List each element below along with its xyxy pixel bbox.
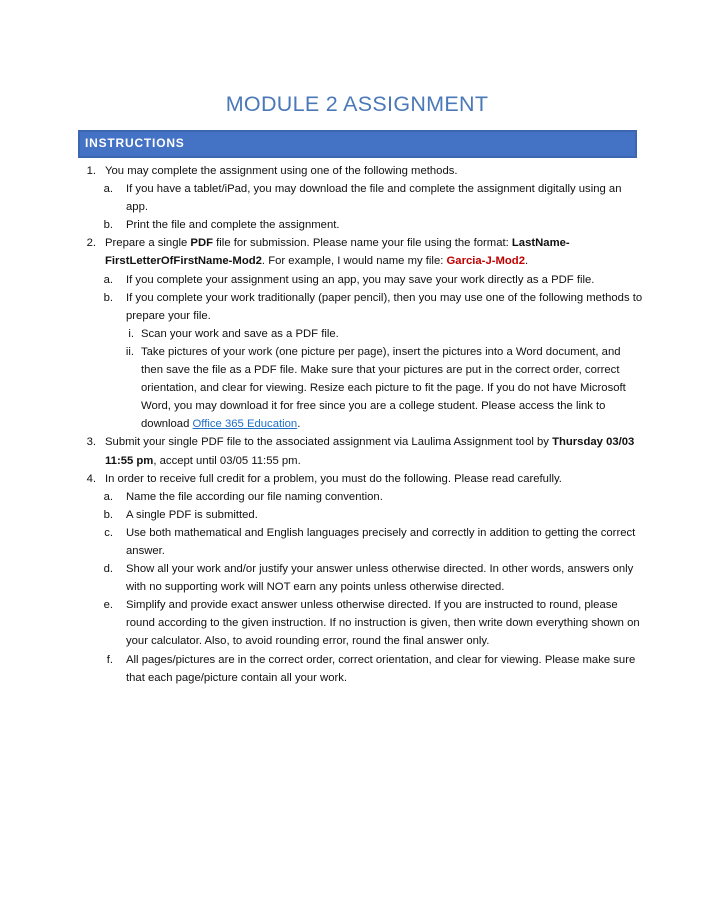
list-item-2b-i (0, 325, 714, 343)
list-marker: 2. (86, 237, 96, 250)
list-item-text: file for submission. Please name your file using the format: (213, 237, 512, 250)
list-marker: b. (103, 508, 113, 521)
list-item-text: Scan your work and save as a PDF file. (141, 327, 339, 340)
list-marker: b. (103, 291, 113, 304)
list-item-1a (0, 180, 714, 216)
list-item-text: , accept until 03/05 11:55 pm. (153, 454, 301, 467)
list-item-2 (0, 234, 714, 270)
list-item-4b (0, 506, 714, 524)
list-item-text: Use both mathematical and English languages precisely and correctly in addition to getting the correct answer. (126, 526, 636, 557)
list-item-2b (0, 289, 714, 325)
list-marker: a. (103, 183, 113, 196)
list-item-2a (0, 271, 714, 289)
list-item-text: . (525, 255, 529, 268)
list-item-text: You may complete the assignment using one of the following methods. (105, 165, 458, 177)
list-marker: a. (103, 490, 113, 503)
section-heading: INSTRUCTIONS (85, 136, 185, 150)
list-item-text: Prepare a single (105, 237, 191, 250)
list-item-3 (0, 433, 714, 469)
list-marker: e. (103, 599, 113, 612)
list-marker: d. (103, 563, 113, 576)
instructions-heading-band (78, 130, 637, 158)
office-365-education-link[interactable]: Office 365 Education (192, 418, 298, 431)
list-item-4f (0, 651, 714, 687)
list-marker: i. (128, 327, 134, 340)
list-item-1 (0, 162, 714, 180)
list-marker: ii. (125, 345, 134, 358)
list-item-4d (0, 560, 714, 596)
list-item-text: Take pictures of your work (one picture per page), insert the pictures into a Word document, and then save the file as a PDF file. Make sure that your pictures are put in the correct order, correct orientation, and clear for viewing. Resize each picture to fit the page. If you do not have Microsoft Word, you may download it for free since you are a college student. Please access the link to download (141, 345, 626, 431)
pdf-emphasis: PDF (190, 237, 214, 250)
list-marker: b. (103, 219, 113, 232)
list-item-text: Simplify and provide exact answer unless otherwise directed. If you are instructed to round, please round according to the given instruction. If no instruction is given, then write down everything shown on your calculator. Also, to avoid rounding error, round the final answer only. (126, 599, 640, 648)
list-marker: 3. (86, 436, 96, 449)
list-marker: 4. (86, 472, 96, 485)
list-item-4e (0, 596, 714, 650)
list-marker: c. (104, 526, 113, 539)
list-item-text: All pages/pictures are in the correct order, correct orientation, and clear for viewing. Please make sure that each page/picture contain all your work. (126, 653, 636, 684)
list-item-text: Name the file according our file naming convention. (126, 490, 383, 503)
list-marker: f. (106, 653, 113, 666)
instructions-list (0, 162, 714, 687)
page-title: MODULE 2 ASSIGNMENT (225, 92, 489, 116)
due-date: Thursday 03/03 11:55 pm (105, 436, 635, 467)
list-item-4a (0, 488, 714, 506)
list-item-text: Submit your single PDF file to the associated assignment via Laulima Assignment tool by (105, 436, 553, 449)
list-item-text: . (297, 418, 301, 431)
list-item-text: A single PDF is submitted. (126, 508, 258, 521)
list-item-text: Show all your work and/or justify your answer unless otherwise directed. In other words, answers only with no supporting work will NOT earn any points unless otherwise directed. (126, 563, 634, 594)
list-item-1b (0, 216, 714, 234)
list-item-text: Print the file and complete the assignment. (126, 219, 340, 232)
filename-example: Garcia-J-Mod2 (446, 255, 525, 268)
list-item-text: If you complete your work traditionally (paper pencil), then you may use one of the following methods to prepare your file. (126, 291, 643, 322)
list-item-text: If you have a tablet/iPad, you may download the file and complete the assignment digitally using an app. (126, 183, 622, 214)
filename-format: LastName-FirstLetterOfFirstName-Mod2 (105, 237, 570, 268)
list-item-2b-ii (0, 343, 714, 433)
list-item-text: If you complete your assignment using an app, you may save your work directly as a PDF file. (126, 273, 595, 286)
list-item-text: . For example, I would name my file: (261, 255, 447, 268)
list-item-4 (0, 470, 714, 488)
list-item-4c (0, 524, 714, 560)
list-item-text: In order to receive full credit for a problem, you must do the following. Please read carefully. (105, 472, 562, 485)
list-marker: a. (103, 273, 113, 286)
list-marker: 1. (86, 165, 96, 177)
